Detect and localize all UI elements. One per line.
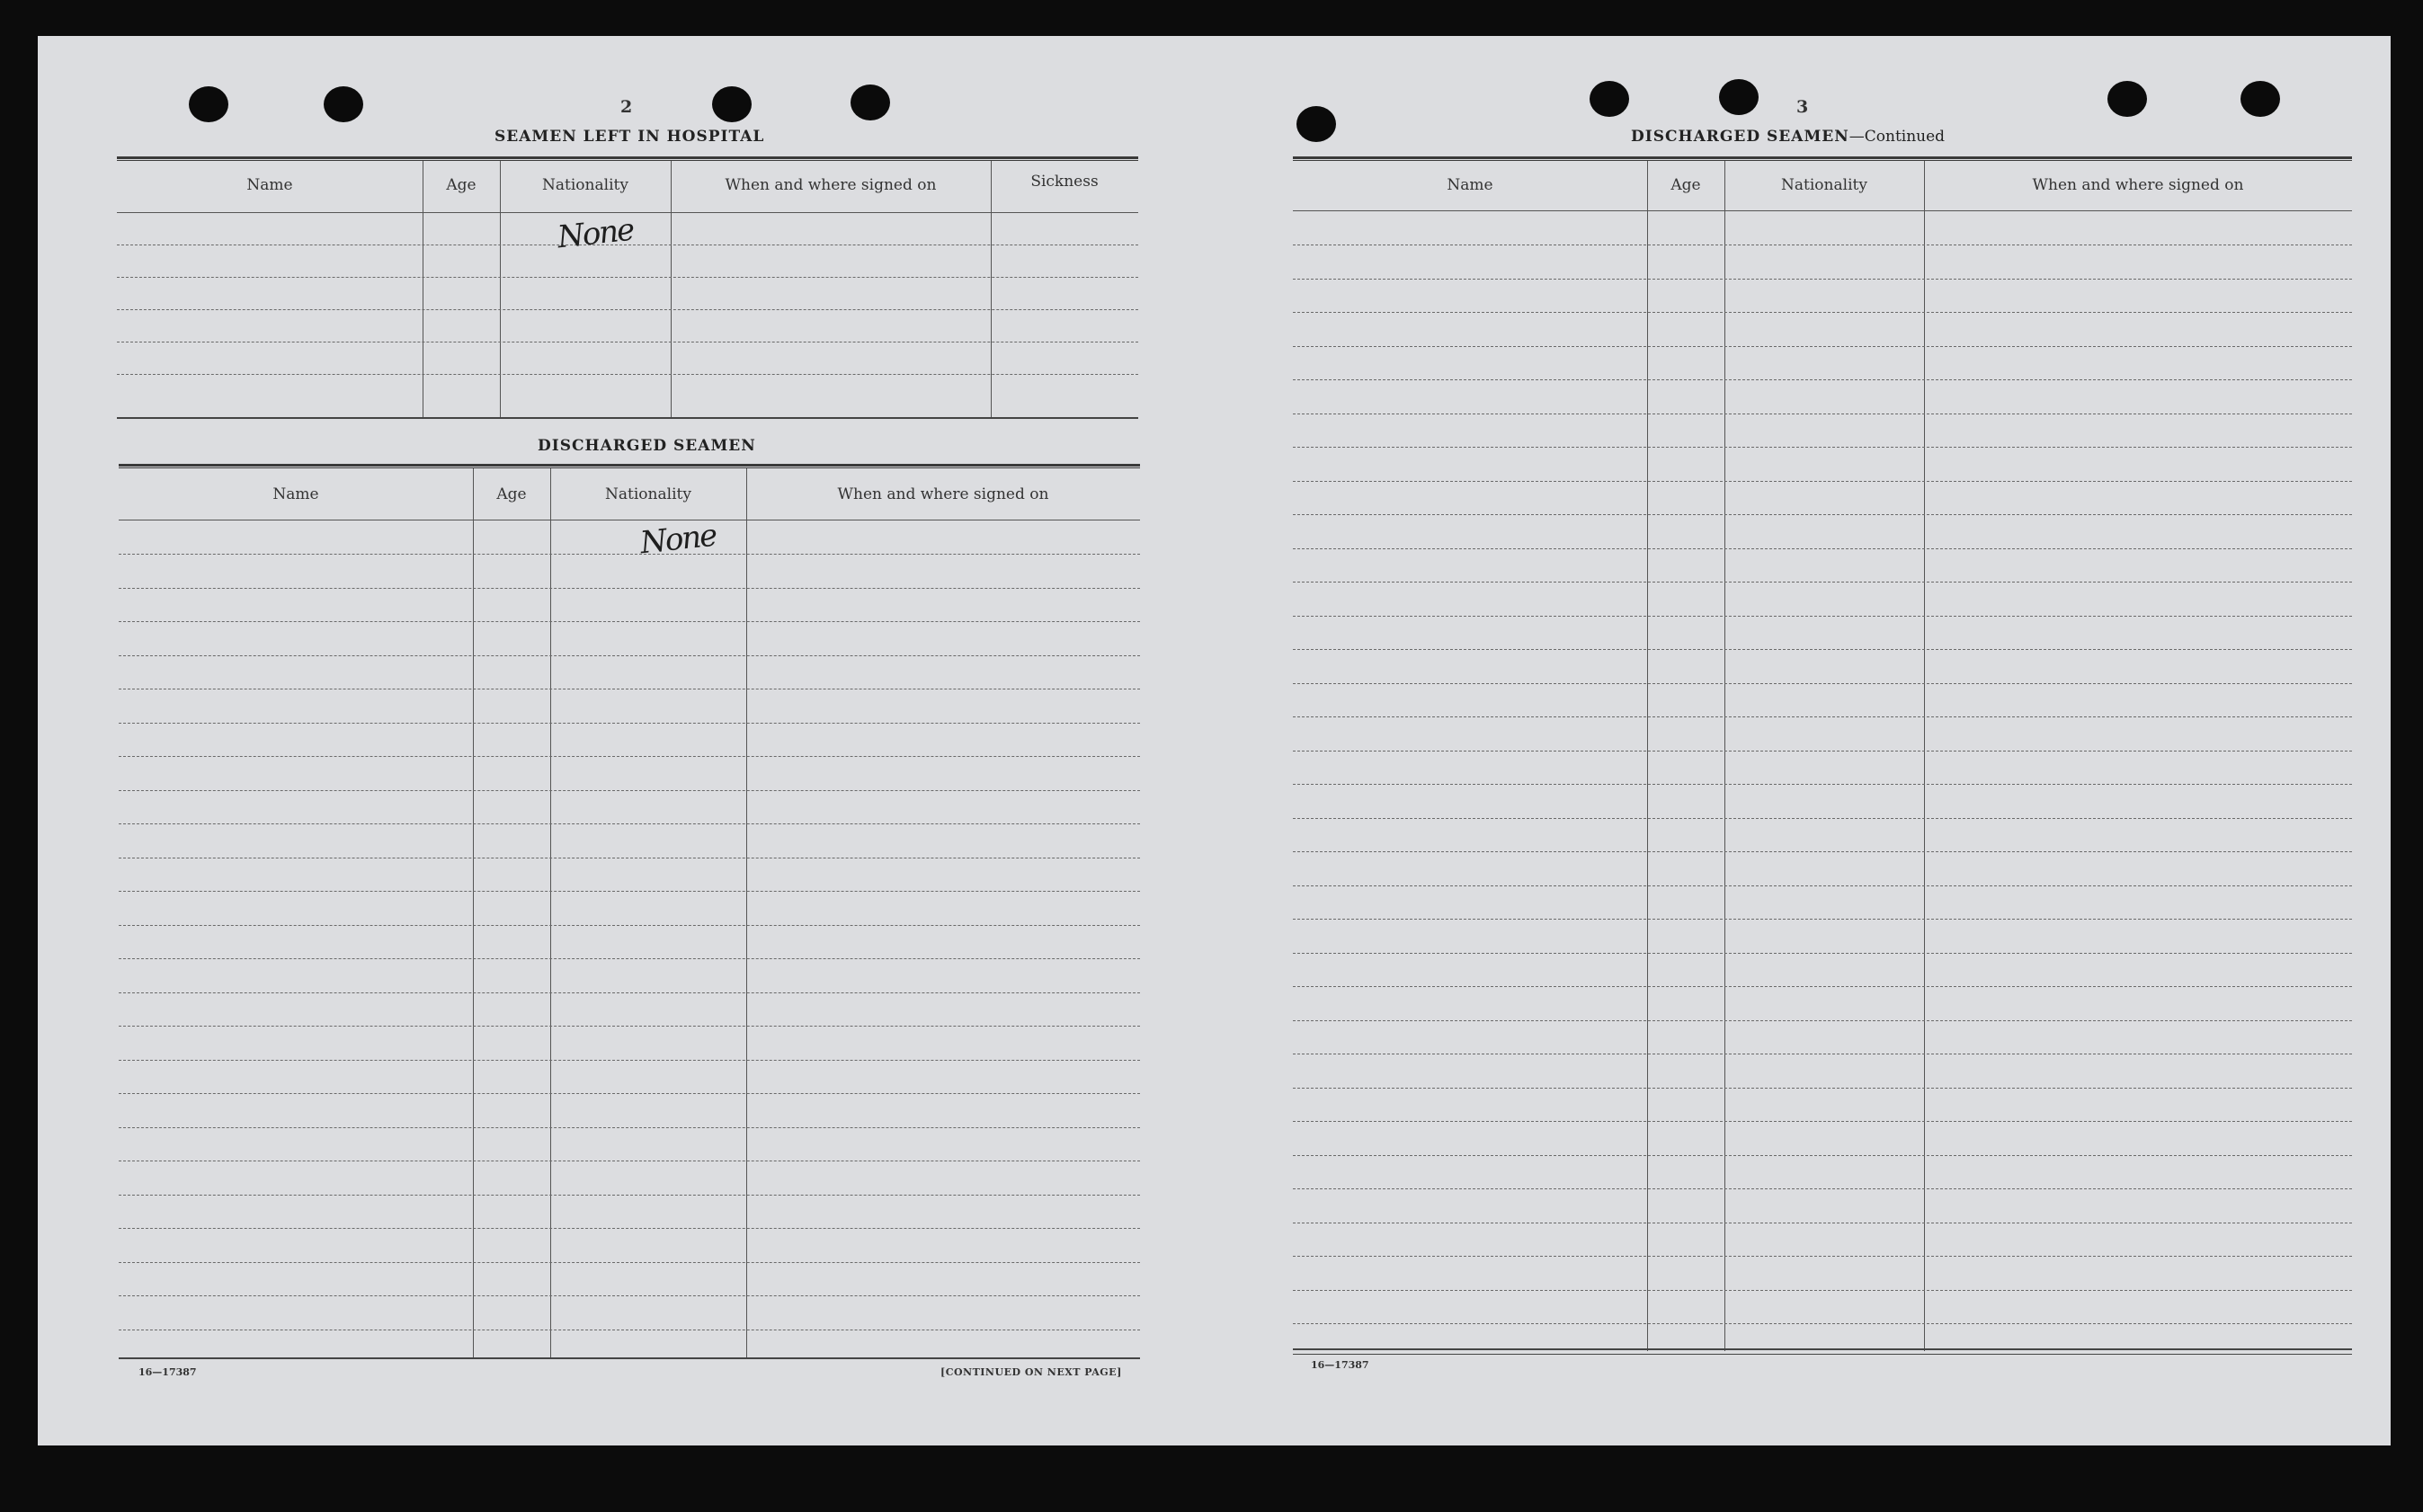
row-line [119, 790, 1140, 791]
column-header-name: Name [1447, 176, 1493, 194]
column-header-name: Name [272, 485, 319, 503]
row-line [1293, 1155, 2352, 1156]
title-text: DISCHARGED SEAMEN [1631, 128, 1849, 146]
title-suffix: —Continued [1848, 128, 1946, 146]
column-header-age: Age [496, 485, 527, 503]
row-line [119, 554, 1140, 555]
column-header-signed-on: When and where signed on [2032, 176, 2244, 194]
row-line [1293, 919, 2352, 920]
row-line [119, 655, 1140, 656]
column-header-nationality: Nationality [1781, 176, 1867, 194]
column-header-name: Name [246, 176, 293, 194]
row-line [1293, 346, 2352, 347]
row-line [1293, 1323, 2352, 1324]
row-line [1293, 716, 2352, 717]
table-bottom-rule [1293, 1348, 2352, 1350]
row-line [1293, 279, 2352, 280]
row-line [119, 992, 1140, 993]
row-line [1293, 379, 2352, 380]
row-line [1293, 885, 2352, 886]
form-code: 16—17387 [1311, 1359, 1369, 1371]
page-number: 3 [1796, 97, 1809, 117]
row-line [117, 374, 1138, 375]
handwritten-entry: None [638, 517, 718, 562]
column-divider [991, 161, 992, 417]
row-line [119, 958, 1140, 959]
header-rule [1293, 210, 2352, 211]
row-line [119, 891, 1140, 892]
column-header-signed-on: When and where signed on [837, 485, 1049, 503]
row-line [119, 823, 1140, 824]
column-divider [1647, 161, 1648, 1351]
column-divider [746, 468, 747, 1358]
row-line [1293, 1290, 2352, 1291]
row-line [1293, 312, 2352, 313]
column-divider [1924, 161, 1925, 1351]
handwritten-entry: None [556, 211, 636, 256]
row-line [119, 1228, 1140, 1229]
document-sheet [38, 36, 2391, 1445]
row-line [1293, 548, 2352, 549]
table-bottom-rule [117, 417, 1138, 419]
punch-hole [1296, 106, 1336, 142]
table-top-rule [117, 156, 1138, 161]
table-top-rule [119, 464, 1140, 468]
form-code: 16—17387 [138, 1366, 197, 1378]
row-line [1293, 986, 2352, 987]
punch-hole [189, 86, 228, 122]
table-bottom-rule [119, 1357, 1140, 1359]
row-line [119, 1093, 1140, 1094]
row-line [119, 1026, 1140, 1027]
row-line [119, 925, 1140, 926]
row-line [117, 309, 1138, 310]
page-number: 2 [620, 97, 633, 117]
continued-note: [CONTINUED ON NEXT PAGE] [940, 1366, 1122, 1378]
discharged-section-title: DISCHARGED SEAMEN [538, 437, 756, 455]
discharged-table [119, 464, 1140, 1399]
punch-hole [2240, 81, 2280, 117]
row-line [1293, 683, 2352, 684]
punch-hole [2107, 81, 2147, 117]
row-line [1293, 751, 2352, 752]
column-divider [500, 161, 501, 417]
row-line [1293, 1088, 2352, 1089]
row-line [119, 621, 1140, 622]
row-line [117, 277, 1138, 278]
row-line [119, 1060, 1140, 1061]
row-line [119, 1195, 1140, 1196]
column-divider [550, 468, 551, 1358]
punch-hole [712, 86, 752, 122]
row-line [119, 1262, 1140, 1263]
row-line [1293, 1188, 2352, 1189]
row-line [1293, 953, 2352, 954]
row-line [119, 1295, 1140, 1296]
column-divider [1724, 161, 1725, 1351]
column-header-sickness: Sickness [1030, 173, 1099, 191]
table-bottom-rule [1293, 1354, 2352, 1355]
row-line [1293, 1121, 2352, 1122]
hospital-section-title: SEAMEN LEFT IN HOSPITAL [494, 128, 765, 146]
hospital-table [117, 156, 1138, 455]
row-line [119, 588, 1140, 589]
column-header-signed-on: When and where signed on [725, 176, 937, 194]
column-divider [473, 468, 474, 1358]
punch-hole [1719, 79, 1759, 115]
row-line [1293, 649, 2352, 650]
discharged-continued-title [1631, 128, 1945, 146]
row-line [1293, 1256, 2352, 1257]
table-top-rule [1293, 156, 2352, 161]
row-line [119, 1127, 1140, 1128]
row-line [1293, 1020, 2352, 1021]
column-header-age: Age [446, 176, 477, 194]
row-line [119, 723, 1140, 724]
row-line [1293, 447, 2352, 448]
row-line [119, 756, 1140, 757]
column-header-age: Age [1670, 176, 1701, 194]
discharged-continued-table [1293, 156, 2352, 1397]
punch-hole [324, 86, 363, 122]
row-line [1293, 582, 2352, 583]
row-line [1293, 851, 2352, 852]
column-header-nationality: Nationality [542, 176, 628, 194]
row-line [1293, 784, 2352, 785]
column-divider [671, 161, 672, 417]
row-line [1293, 818, 2352, 819]
row-line [1293, 616, 2352, 617]
column-header-nationality: Nationality [605, 485, 691, 503]
punch-hole [851, 84, 890, 120]
punch-hole [1590, 81, 1629, 117]
row-line [1293, 481, 2352, 482]
row-line [1293, 514, 2352, 515]
